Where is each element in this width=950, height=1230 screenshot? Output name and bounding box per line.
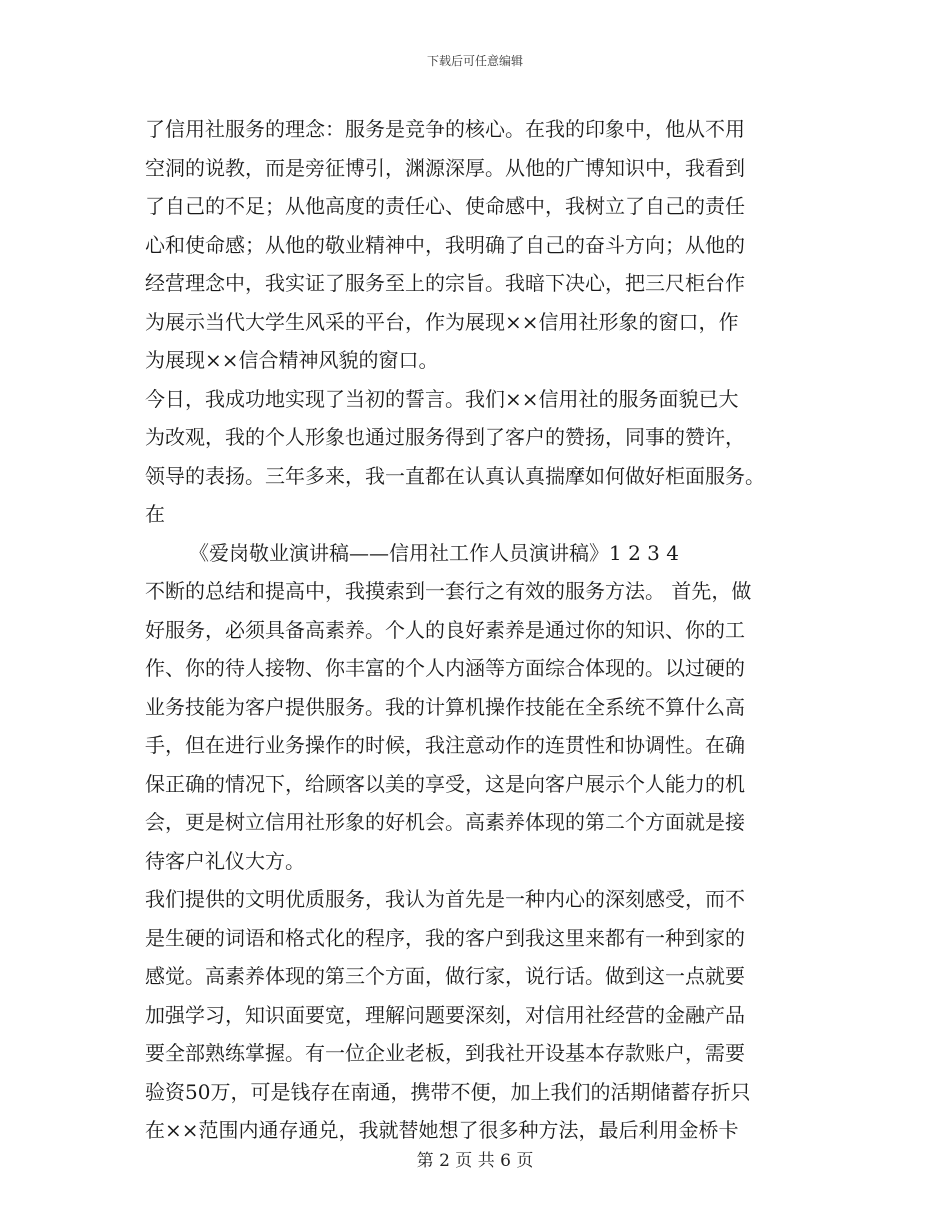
- text-line: 保正确的情况下，给顾客以美的享受，这是向客户展示个人能力的机: [145, 771, 745, 796]
- section-title-line: 《爱岗敬业演讲稿——信用社工作人员演讲稿》1 2 3 4: [189, 540, 679, 565]
- text-line: 领导的表扬。三年多来，我一直都在认真认真揣摩如何做好柜面服务。: [145, 463, 765, 488]
- text-line: 好服务，必须具备高素养。个人的良好素养是通过你的知识、你的工: [145, 617, 745, 642]
- page-footer: 第 2 页 共 6 页: [416, 1151, 534, 1171]
- text-line: 手，但在进行业务操作的时候，我注意动作的连贯性和协调性。在确: [145, 733, 745, 757]
- text-line: 业务技能为客户提供服务。我的计算机操作技能在全系统不算什么高: [145, 694, 745, 719]
- text-line: 不断的总结和提高中，我摸索到一套行之有效的服务方法。 首先，做: [145, 579, 752, 603]
- text-line: 经营理念中，我实证了服务至上的宗旨。我暗下决心，把三尺柜台作: [145, 271, 745, 295]
- text-line: 待客户礼仪大方。: [145, 848, 305, 873]
- text-line: 空洞的说教，而是旁征博引，渊源深厚。从他的广博知识中，我看到: [145, 155, 745, 180]
- text-line: 是生硬的词语和格式化的程序，我的客户到我这里来都有一种到家的: [145, 925, 745, 950]
- text-line: 心和使命感；从他的敬业精神中，我明确了自己的奋斗方向；从他的: [145, 232, 745, 257]
- text-line: 我们提供的文明优质服务，我认为首先是一种内心的深刻感受，而不: [145, 887, 745, 911]
- text-line: 了自己的不足；从他高度的责任心、使命感中，我树立了自己的责任: [145, 194, 745, 218]
- document-body: [145, 110, 810, 1150]
- text-line: 了信用社服务的理念：服务是竞争的核心。在我的印象中，他从不用: [145, 117, 745, 141]
- text-line: 今日，我成功地实现了当初的誓言。我们××信用社的服务面貌已大: [145, 386, 739, 411]
- text-line: 作、你的待人接物、你丰富的个人内涵等方面综合体现的。以过硬的: [145, 656, 745, 680]
- text-line: 在××范围内通存通兑，我就替她想了很多种方法，最后利用金桥卡: [145, 1118, 739, 1142]
- page-header: 下载后可任意编辑: [426, 54, 523, 68]
- text-line: 在: [145, 502, 165, 526]
- text-line: 要全部熟练掌握。有一位企业老板，到我社开设基本存款账户，需要: [145, 1041, 745, 1065]
- text-line: 为展示当代大学生风采的平台，作为展现××信用社形象的窗口，作: [145, 309, 739, 334]
- text-line: 为改观，我的个人形象也通过服务得到了客户的赞扬，同事的赞许，: [145, 425, 745, 449]
- text-line: 加强学习，知识面要宽，理解问题要深刻，对信用社经营的金融产品: [145, 1002, 745, 1027]
- text-line: 会，更是树立信用社形象的好机会。高素养体现的第二个方面就是接: [145, 810, 745, 834]
- text-line: 验资50万，可是钱存在南通，携带不便，加上我们的活期储蓄存折只: [145, 1079, 751, 1104]
- text-line: 感觉。高素养体现的第三个方面，做行家，说行话。做到这一点就要: [145, 964, 745, 988]
- text-line: 为展现××信合精神风貌的窗口。: [145, 348, 439, 372]
